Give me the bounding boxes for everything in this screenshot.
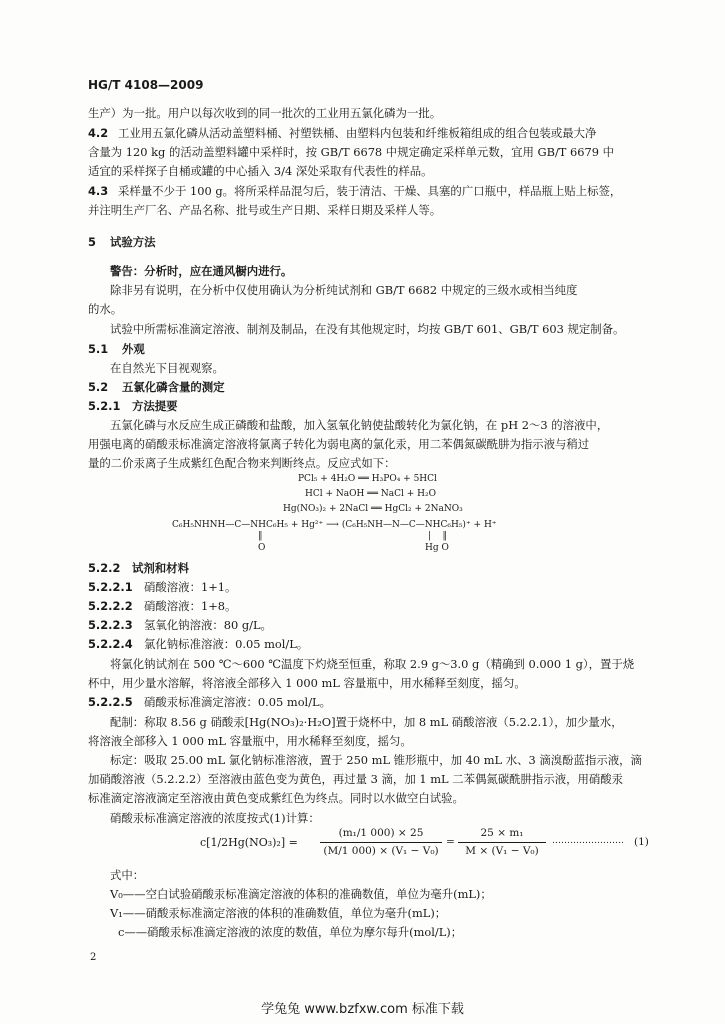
s5-2-1-line-3: 量的二价汞离子生成紫红色配合物来判断终点。反应式如下： [88,456,396,470]
s5-2-2-4 [88,637,308,652]
footer-watermark: 学兔兔 www.bzfxw.com 标准下载 [261,1002,464,1017]
clause-number: 5.2.1 [88,399,121,413]
s5-2-2-heading [88,561,189,576]
preparation-line-1: 配制：称取 8.56 g 硝酸汞[Hg(NO₃)₂·H₂O]置于烧杯中，加 8 mL 硝酸溶液（5.2.2.1），加少量水， [110,715,623,729]
clause-text: 采样量不少于 100 g。将所采样品混匀后，装于清洁、干燥、具塞的广口瓶中，样品瓶上贴上标签， [118,184,622,198]
s4-3-line-2: 并注明生产厂名、产品名称、批号或生产日期、采样日期及采样人等。 [88,203,442,217]
s5-para-1-line-2: 的水。 [88,302,123,316]
clause-number: 5.2.2.1 [88,580,133,594]
reaction-equation-3: Hg(NO₃)₂ + 2NaCl ══ HgCl₂ + 2NaNO₃ [283,504,463,514]
bond-marks: | ‖ [428,531,447,541]
clause-text: 硝酸溶液：1+1。 [144,580,237,594]
clause-number: 5.2.2.2 [88,599,133,613]
clause-number: 5.2.2.4 [88,637,133,651]
s5-para-1-line-1: 除非另有说明，在分析中仅使用确认为分析纯试剂和 GB/T 6682 中规定的三级水或相当纯度 [110,283,578,297]
standard-code: HG/T 4108—2009 [88,78,204,92]
page-number: 2 [90,952,97,963]
s4-2-line-3: 适宜的采样探子自桶或罐的中心插入 3/4 深处采取有代表性的样品。 [88,164,433,178]
clause-text: 工业用五氯化磷从活动盖塑料桶、衬塑铁桶、由塑料内包装和纤维板箱组成的组合包装或最大净 [118,126,597,140]
s5-2-1-heading [88,399,178,414]
s5-1-text: 在自然光下目视观察。 [110,361,224,375]
formula-numerator-2: 25 × m₁ [480,827,524,839]
clause-number: 5.2 [88,380,109,394]
section-title: 试验方法 [110,235,156,249]
clause-number: 4.3 [88,184,109,198]
clause-number: 4.2 [88,126,109,140]
preparation-line-2: 将溶液全部移入 1 000 mL 容量瓶中，用水稀释至刻度，摇匀。 [88,734,412,748]
s5-para-2: 试验中所需标准滴定溶液、制剂及制品，在没有其他规定时，均按 GB/T 601、GB/T 603 规定制备。 [110,322,625,336]
s5-1-heading [88,342,145,357]
definition-v0: V₀——空白试验硝酸汞标准滴定溶液的体积的准确数值，单位为毫升(mL)； [110,887,492,901]
clause-title: 外观 [122,342,145,356]
clause-number: 5.2.2.5 [88,695,133,709]
s5-2-1-line-1: 五氯化磷与水反应生成正磷酸和盐酸，加入氢氧化钠使盐酸转化为氯化钠，在 pH 2～3 的溶液中， [110,418,609,432]
s4-paragraph-1: 生产）为一批。用户以每次收到的同一批次的工业用五氯化磷为一批。 [88,106,442,120]
clause-title: 五氯化磷含量的测定 [122,380,225,394]
reaction-equation-1: PCl₅ + 4H₂O ══ H₃PO₄ + 5HCl [298,474,437,484]
s5-2-2-1 [88,580,236,595]
where-label: 式中： [110,868,145,882]
s5-2-heading [88,380,225,395]
reaction-equation-4: C₆H₅NHNH—C—NHC₆H₅ + Hg²⁺ ⟶ (C₆H₅NH—N—C—NHC₆H₅)⁺ + H⁺ [172,520,497,530]
definition-v1: V₁——硝酸汞标准滴定溶液的体积的准确数值，单位为毫升(mL)； [110,906,447,920]
standardization-line-2: 加硝酸溶液（5.2.2.2）至溶液由蓝色变为黄色，再过量 3 滴，加 1 mL 二苯偶氮碳酰肼指示液，用硝酸汞 [88,772,624,786]
clause-text: 硝酸汞标准滴定溶液：0.05 mol/L。 [144,695,331,709]
s5-2-2-2 [88,599,236,614]
formula-intro: 硝酸汞标准滴定溶液的浓度按式(1)计算： [110,811,320,825]
clause-number: 5.1 [88,342,109,356]
formula-denominator-2: M × (V₁ − V₀) [465,845,539,857]
definition-c: c——硝酸汞标准滴定溶液的浓度的数值，单位为摩尔每升(mol/L)； [118,925,463,939]
standardization-line-3: 标准滴定溶液滴定至溶液由黄色变成紫红色为终点。同时以水做空白试验。 [88,791,464,805]
formula-equals: = [446,836,455,848]
double-bond-mark: ‖ [258,531,263,541]
s5-2-2-5 [88,695,331,710]
formula-leader-dots: …………………… [552,836,624,846]
clause-text: 氯化钠标准溶液：0.05 mol/L。 [144,637,309,651]
fraction-bar-2 [458,842,546,843]
s5-2-2-4-para-line-2: 杯中，用少量水溶解，将溶液全部移入 1 000 mL 容量瓶中，用水稀释至刻度，摇匀。 [88,676,526,690]
formula-lhs: c[1/2Hg(NO₃)₂] = [200,836,298,849]
section-number: 5 [88,235,96,249]
reaction-equation-4-oxygen: O [258,543,266,553]
clause-text: 硝酸溶液：1+8。 [144,599,237,613]
s4-2-line-1 [88,126,596,141]
clause-title: 方法提要 [132,399,178,413]
s4-3-line-1 [88,184,621,199]
formula-denominator-1: (M/1 000) × (V₁ − V₀) [323,845,439,857]
warning: 警告：分析时，应在通风橱内进行。 [110,264,293,278]
formula-numerator-1: (m₁/1 000) × 25 [338,827,424,839]
clause-title: 试剂和材料 [132,561,189,575]
clause-number: 5.2.2.3 [88,618,133,632]
formula-number: (1) [634,836,649,848]
s4-2-line-2: 含量为 120 kg 的活动盖塑料罐中采样时，按 GB/T 6678 中规定确定采样单元数，宜用 GB/T 6679 中 [88,145,615,159]
standardization-line-1: 标定：吸取 25.00 mL 氯化钠标准溶液，置于 250 mL 锥形瓶中，加 40 mL 水、3 滴溴酚蓝指示液，滴 [110,753,642,767]
reaction-equation-4-hg-oxygen: Hg O [425,543,449,553]
section-5-heading [88,235,156,250]
s5-2-2-4-para-line-1: 将氯化钠试剂在 500 ℃～600 ℃温度下灼烧至恒重，称取 2.9 g～3.0 g（精确到 0.000 1 g），置于烧 [110,657,635,671]
fraction-bar-1 [320,842,442,843]
s5-2-2-3 [88,618,272,633]
s5-2-1-line-2: 用强电离的硝酸汞标准滴定溶液将氯离子转化为弱电离的氯化汞，用二苯偶氮碳酰肼为指示液与稍过 [88,437,590,451]
reaction-equation-2: HCl + NaOH ══ NaCl + H₂O [305,489,437,499]
clause-text: 氢氧化钠溶液：80 g/L。 [144,618,272,632]
clause-number: 5.2.2 [88,561,121,575]
